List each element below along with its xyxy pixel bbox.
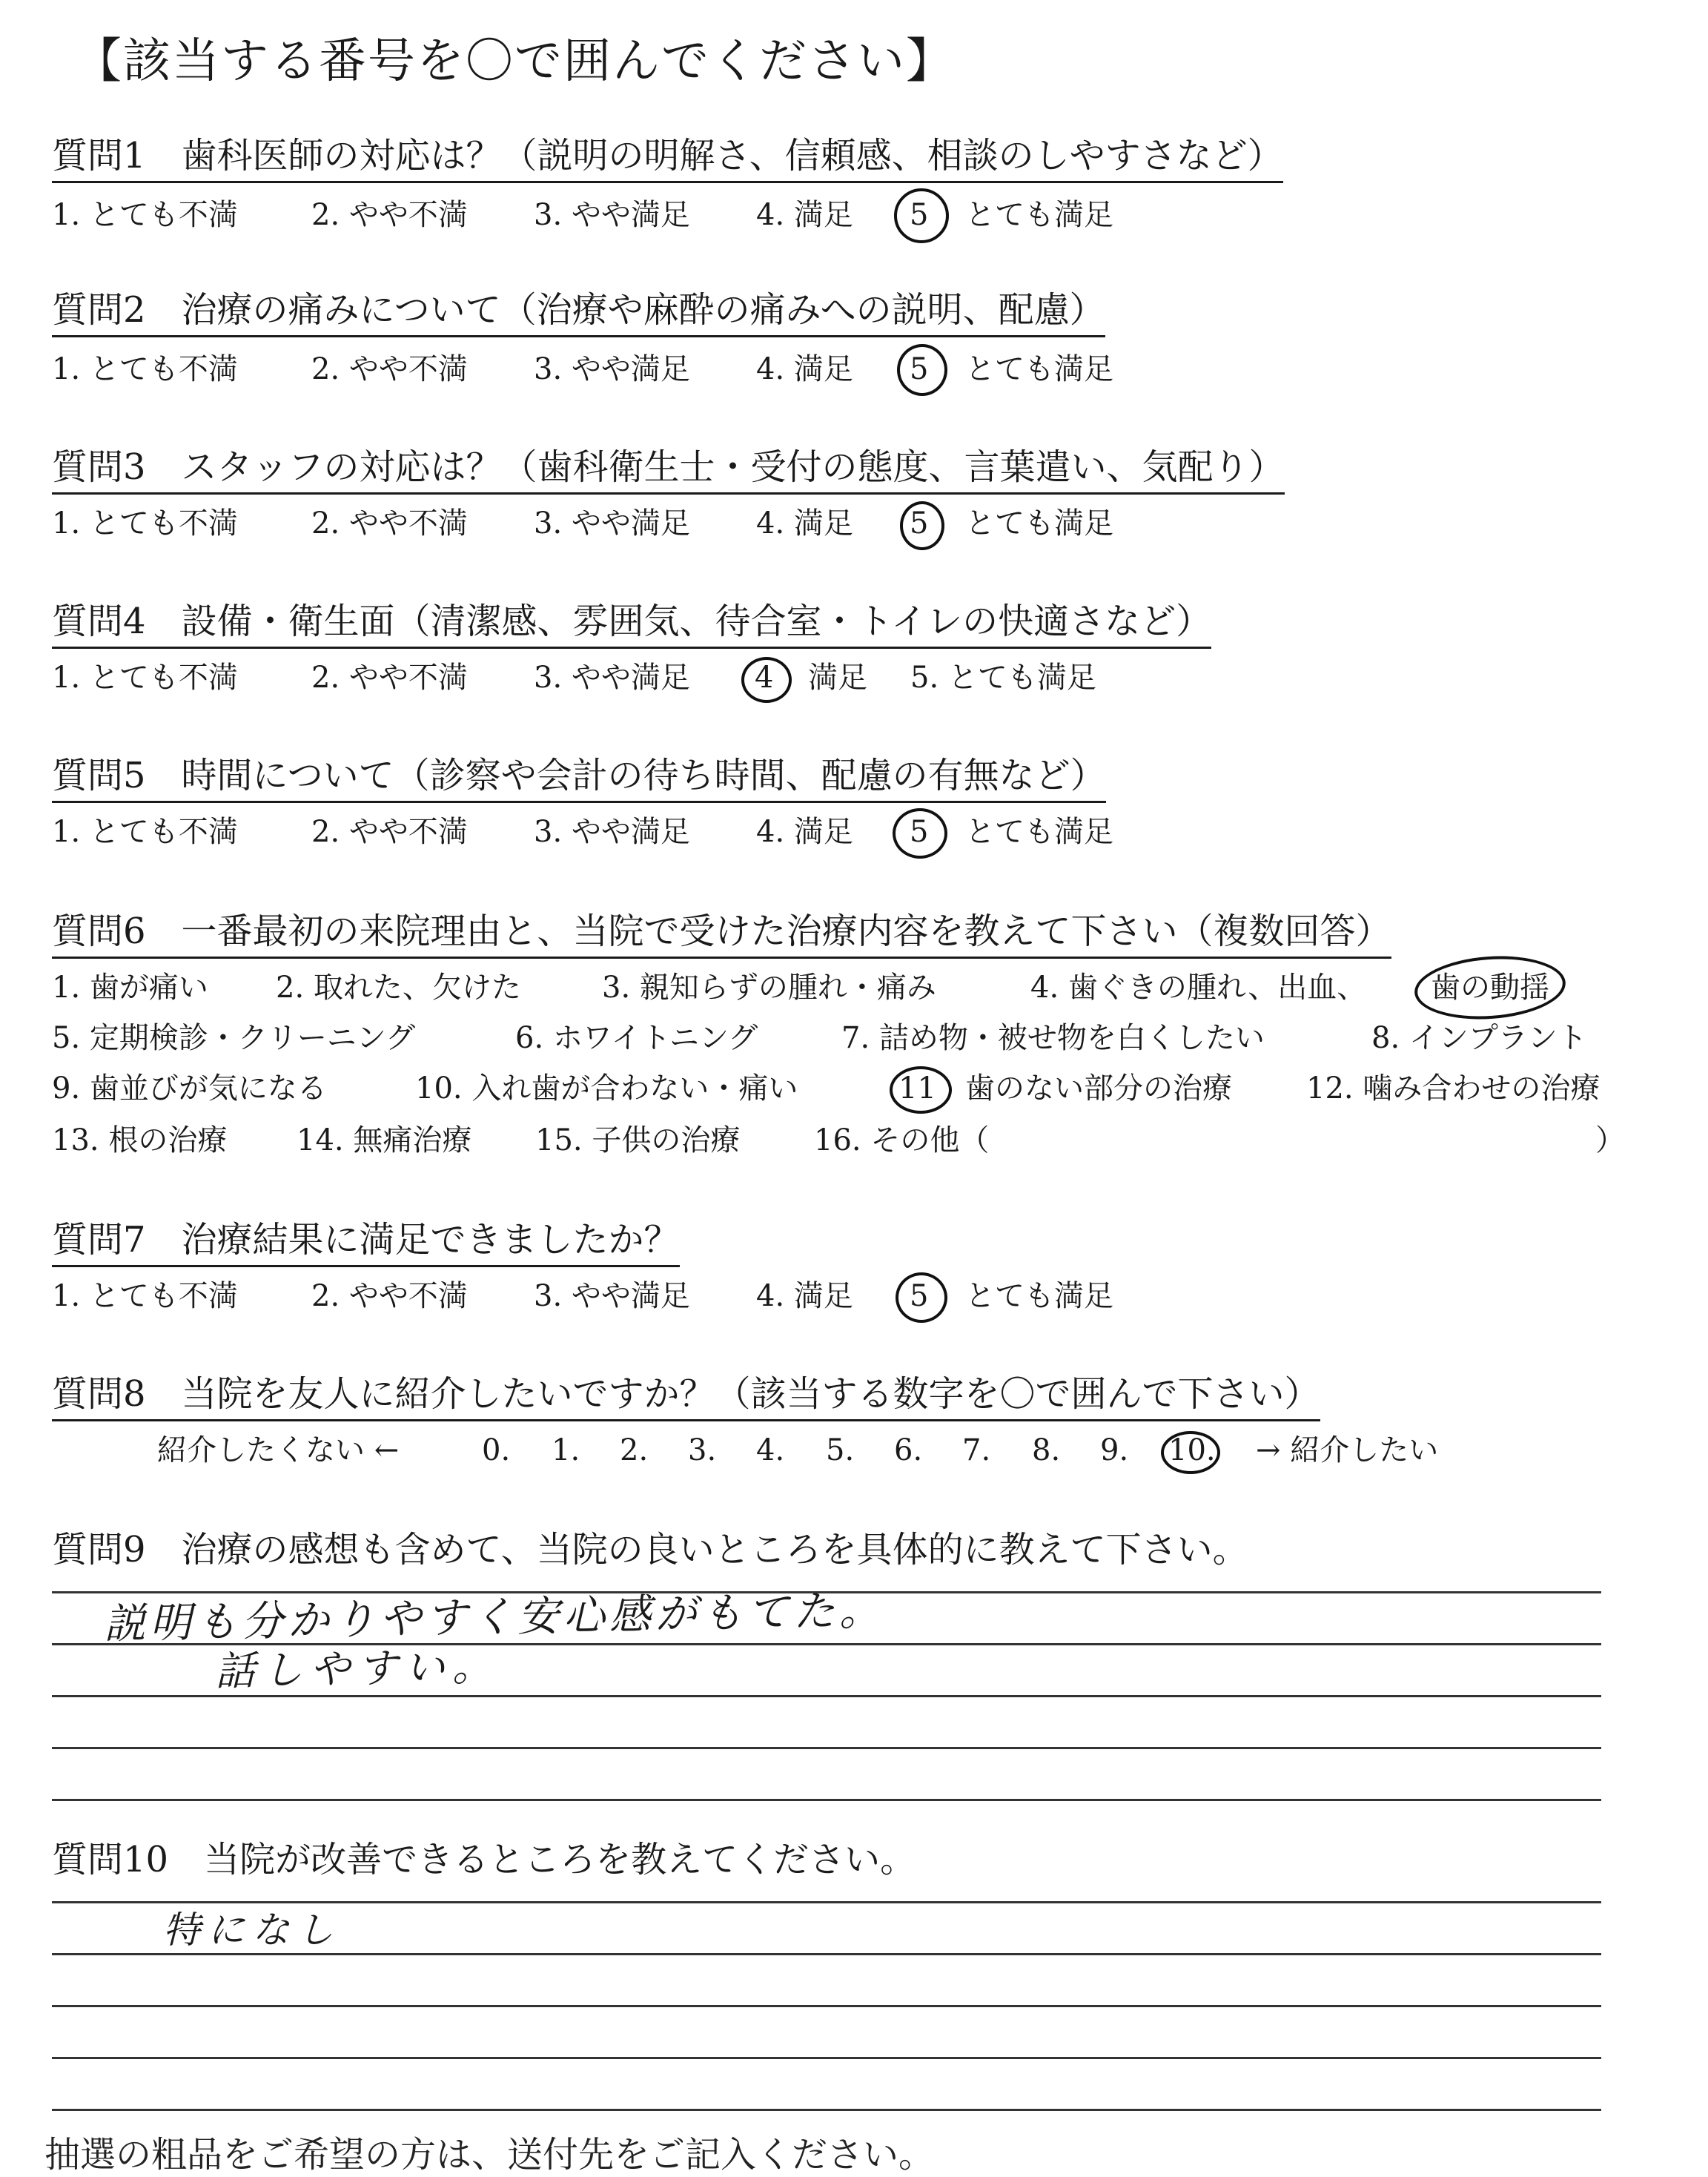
question-9-title: 質問9 治療の感想も含めて、当院の良いところを具体的に教えて下さい。 <box>52 1529 1248 1570</box>
q8-left-label: 紹介したくない ← <box>157 1433 400 1467</box>
q6-option-4[interactable]: 4. 歯ぐきの腫れ、出血、 <box>1030 971 1367 1005</box>
q4-option-5[interactable]: 5. とても満足 <box>910 661 1096 695</box>
q6-option-3[interactable]: 3. 親知らずの腫れ・痛み <box>602 971 936 1005</box>
q10-answer-line <box>52 1901 1601 1903</box>
q9-handwritten-answer-line-2: 話しやすい。 <box>214 1642 500 1695</box>
question-10-title: 質問10 当院が改善できるところを教えてください。 <box>52 1839 916 1880</box>
q2-option-3[interactable]: 3. やや満足 <box>534 352 690 386</box>
question-7-title: 質問7 治療結果に満足できましたか？ <box>52 1218 680 1267</box>
q8-scale-8[interactable]: 8. <box>1032 1433 1061 1467</box>
q7-option-3[interactable]: 3. やや満足 <box>534 1279 690 1313</box>
q10-answer-line <box>52 1953 1601 1955</box>
q10-answer-line <box>52 2005 1601 2007</box>
q6-option-5[interactable]: 5. 定期検診・クリーニング <box>52 1021 416 1055</box>
q1-option-2[interactable]: 2. やや不満 <box>311 198 468 232</box>
q10-handwritten-answer: 特になし <box>163 1909 341 1952</box>
q3-option-1[interactable]: 1. とても不満 <box>52 506 238 541</box>
q3-option-5-number[interactable]: 5 <box>910 506 929 541</box>
q3-option-2[interactable]: 2. やや不満 <box>311 506 468 541</box>
q6-option-16[interactable]: 16. その他（ <box>814 1123 990 1157</box>
question-5-title: 質問5 時間について（診察や会計の待ち時間、配慮の有無など） <box>52 753 1106 803</box>
q6-option-4-loose-tooth[interactable]: 歯の動揺 <box>1431 971 1549 1005</box>
q2-option-2[interactable]: 2. やや不満 <box>311 352 468 386</box>
question-1-title: 質問1 歯科医師の対応は？（説明の明解さ、信頼感、相談のしやすさなど） <box>52 133 1283 183</box>
q5-option-4[interactable]: 4. 満足 <box>756 815 853 849</box>
q6-option-16-close: ） <box>1595 1123 1625 1157</box>
q4-option-1[interactable]: 1. とても不満 <box>52 661 238 695</box>
q6-option-1[interactable]: 1. 歯が痛い <box>52 971 208 1005</box>
q10-answer-line <box>52 2109 1601 2111</box>
q10-answer-line <box>52 2057 1601 2059</box>
question-4-title: 質問4 設備・衛生面（清潔感、雰囲気、待合室・トイレの快適さなど） <box>52 599 1211 649</box>
q3-option-4[interactable]: 4. 満足 <box>756 506 853 541</box>
q5-option-3[interactable]: 3. やや満足 <box>534 815 690 849</box>
q6-option-15[interactable]: 15. 子供の治療 <box>535 1123 741 1157</box>
q2-option-4[interactable]: 4. 満足 <box>756 352 853 386</box>
q4-option-2[interactable]: 2. やや不満 <box>311 661 468 695</box>
q6-option-9[interactable]: 9. 歯並びが気になる <box>52 1071 327 1106</box>
q8-scale-10[interactable]: 10. <box>1168 1433 1216 1467</box>
q3-option-3[interactable]: 3. やや満足 <box>534 506 690 541</box>
q7-option-5-label[interactable]: とても満足 <box>965 1279 1113 1313</box>
question-3-title: 質問3 スタッフの対応は？（歯科衛生士・受付の態度、言葉遣い、気配り） <box>52 445 1285 495</box>
q8-scale-9[interactable]: 9. <box>1100 1433 1129 1467</box>
q6-option-12[interactable]: 12. 噛み合わせの治療 <box>1306 1071 1601 1106</box>
q5-option-2[interactable]: 2. やや不満 <box>311 815 468 849</box>
q8-scale-1[interactable]: 1. <box>552 1433 580 1467</box>
q5-option-5-label[interactable]: とても満足 <box>965 815 1113 849</box>
q6-option-8[interactable]: 8. インプラント <box>1371 1021 1587 1055</box>
q6-option-6[interactable]: 6. ホワイトニング <box>515 1021 758 1055</box>
q1-option-5-label[interactable]: とても満足 <box>965 198 1113 232</box>
q2-option-5-number[interactable]: 5 <box>910 352 929 386</box>
q8-scale-6[interactable]: 6. <box>894 1433 923 1467</box>
q3-option-5-label[interactable]: とても満足 <box>965 506 1113 541</box>
q6-option-2[interactable]: 2. 取れた、欠けた <box>276 971 521 1005</box>
q9-handwritten-answer-line-1: 説明も分かりやすく安心感がもてた。 <box>103 1586 886 1649</box>
q8-scale-5[interactable]: 5. <box>826 1433 855 1467</box>
q8-scale-0[interactable]: 0. <box>482 1433 511 1467</box>
q7-option-2[interactable]: 2. やや不満 <box>311 1279 468 1313</box>
q7-option-1[interactable]: 1. とても不満 <box>52 1279 238 1313</box>
footer-note: 抽選の粗品をご希望の方は、送付先をご記入ください。 <box>44 2134 935 2176</box>
q7-option-5-number[interactable]: 5 <box>910 1279 929 1313</box>
q9-answer-line <box>52 1695 1601 1697</box>
q5-option-1[interactable]: 1. とても不満 <box>52 815 238 849</box>
q5-option-5-number[interactable]: 5 <box>910 815 929 849</box>
q1-option-3[interactable]: 3. やや満足 <box>534 198 690 232</box>
q9-answer-line <box>52 1747 1601 1749</box>
q8-scale-4[interactable]: 4. <box>756 1433 785 1467</box>
q1-option-1[interactable]: 1. とても不満 <box>52 198 238 232</box>
q4-option-3[interactable]: 3. やや満足 <box>534 661 690 695</box>
question-2-title: 質問2 治療の痛みについて（治療や麻酔の痛みへの説明、配慮） <box>52 288 1105 337</box>
q1-option-4[interactable]: 4. 満足 <box>756 198 853 232</box>
q8-right-label: → 紹介したい <box>1256 1433 1439 1467</box>
q8-scale-2[interactable]: 2. <box>620 1433 649 1467</box>
q7-option-4[interactable]: 4. 満足 <box>756 1279 853 1313</box>
page-title: 【該当する番号を〇で囲んでください】 <box>74 34 955 89</box>
q4-option-4-number[interactable]: 4 <box>755 661 774 695</box>
q6-option-11-label[interactable]: 歯のない部分の治療 <box>965 1071 1232 1106</box>
q6-option-14[interactable]: 14. 無痛治療 <box>297 1123 472 1157</box>
q6-option-10[interactable]: 10. 入れ歯が合わない・痛い <box>415 1071 798 1106</box>
question-6-title: 質問6 一番最初の来院理由と、当院で受けた治療内容を教えて下さい（複数回答） <box>52 909 1391 959</box>
q9-answer-line <box>52 1799 1601 1801</box>
q1-option-5-number[interactable]: 5 <box>910 198 929 232</box>
q2-option-1[interactable]: 1. とても不満 <box>52 352 238 386</box>
q8-scale-3[interactable]: 3. <box>688 1433 717 1467</box>
q8-scale-7[interactable]: 7. <box>962 1433 991 1467</box>
question-8-title: 質問8 当院を友人に紹介したいですか？（該当する数字を〇で囲んで下さい） <box>52 1372 1320 1421</box>
q2-option-5-label[interactable]: とても満足 <box>965 352 1113 386</box>
q6-option-11-number[interactable]: 11 <box>898 1071 936 1106</box>
q6-option-13[interactable]: 13. 根の治療 <box>52 1123 228 1157</box>
q4-option-4-label[interactable]: 満足 <box>808 661 867 695</box>
q6-option-7[interactable]: 7. 詰め物・被せ物を白くしたい <box>841 1021 1265 1055</box>
